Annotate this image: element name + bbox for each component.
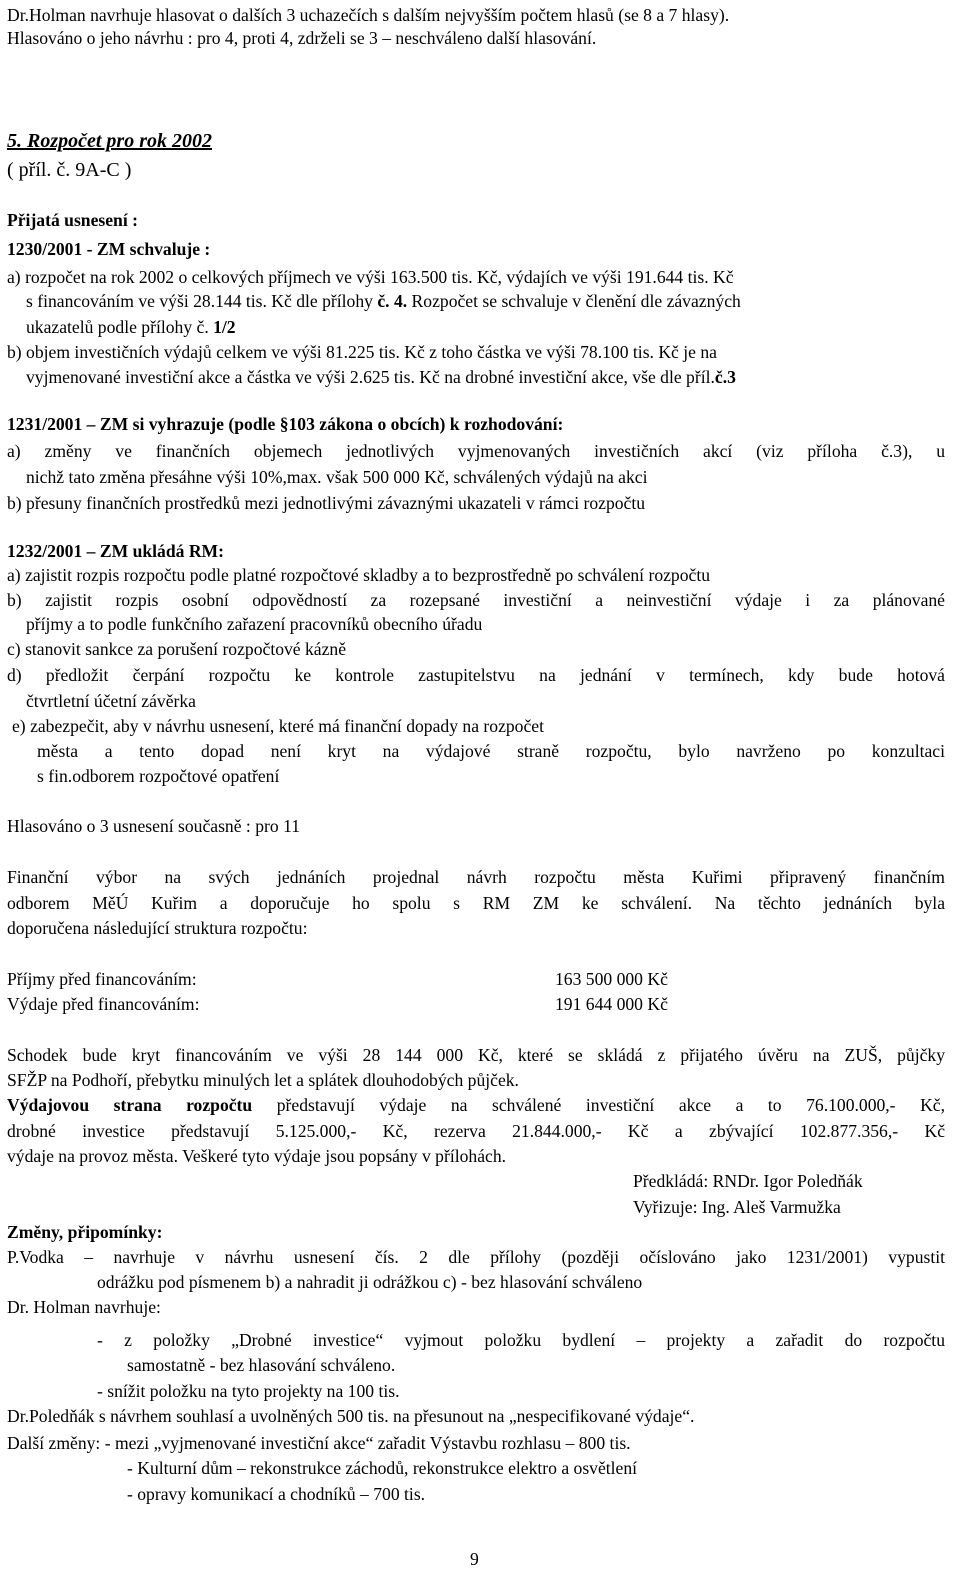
structure-label-income: Příjmy před financováním: bbox=[7, 969, 197, 989]
page-number: 9 bbox=[470, 1549, 479, 1569]
resolution-1232-b-line-1: b) zajistit rozpis osobní odpovědností za rozepsané investiční a neinvestiční výdaje i za plánované bbox=[7, 590, 945, 610]
finance-committee-line-3: doporučena následující struktura rozpočtu: bbox=[7, 918, 308, 938]
resolution-1231-a-line-1: a) změny ve finančních objemech jednotlivých vyjmenovaných investičních akcí (viz příloha č.3), u bbox=[7, 441, 945, 461]
resolution-1232-head: 1232/2001 – ZM ukládá RM: bbox=[7, 541, 225, 561]
changes-polednak: Dr.Poledňák s návrhem souhlasí a uvolněných 500 tis. na přesunout na „nespecifikované výdaje“. bbox=[7, 1406, 695, 1426]
resolution-1231-head: 1231/2001 – ZM si vyhrazuje (podle §103 zákona o obcích) k rozhodování: bbox=[7, 414, 564, 434]
changes-holman-line-3: - snížit položku na tyto projekty na 100 tis. bbox=[97, 1381, 400, 1401]
intro-line-2: Hlasováno o jeho návrhu : pro 4, proti 4, zdrželi se 3 – neschváleno další hlasování. bbox=[7, 28, 597, 48]
section-ref: ( příl. č. 9A-C ) bbox=[7, 159, 132, 181]
resolution-1232-e-line-2: města a tento dopad není kryt na výdajové straně rozpočtu, bylo navrženo po konzultaci bbox=[37, 741, 945, 761]
changes-holman-line-1: - z položky „Drobné investice“ vyjmout položku bydlení – projekty a zařadit do rozpočtu bbox=[97, 1330, 945, 1350]
changes-holman-line-2: samostatně - bez hlasování schváleno. bbox=[127, 1355, 396, 1375]
changes-other-line-1: Další změny: - mezi „vyjmenované investiční akce“ zařadit Výstavbu rozhlasu – 800 tis. bbox=[7, 1433, 631, 1453]
resolution-1232-b-line-2: příjmy a to podle funkčního zařazení pracovníků obecního úřadu bbox=[26, 614, 483, 634]
intro-line-1: Dr.Holman navrhuje hlasovat o dalších 3 uchazečích s dalším nejvyšším počtem hlasů (se 8 a 7 hlasy). bbox=[7, 5, 730, 25]
resolution-1232-c: c) stanovit sankce za porušení rozpočtové kázně bbox=[7, 639, 347, 659]
finance-committee-line-1: Finanční výbor na svých jednáních projednal návrh rozpočtu města Kuřimi připravený finančním bbox=[7, 867, 945, 887]
deficit-line-1: Schodek bude kryt financováním ve výši 28 144 000 Kč, které se skládá z přijatého úvěru na ZUŠ, půjčky bbox=[7, 1045, 945, 1065]
handled-by: Vyřizuje: Ing. Aleš Varmužka bbox=[633, 1197, 841, 1217]
resolution-1230-b-line-2: vyjmenované investiční akce a částka ve výši 2.625 tis. Kč na drobné investiční akce, vše dle příl.č.3 bbox=[26, 367, 736, 387]
resolution-1232-d-line-2: čtvrtletní účetní závěrka bbox=[26, 691, 196, 711]
resolutions-header: Přijatá usnesení : bbox=[7, 210, 138, 230]
changes-vodka-line-1: P.Vodka – navrhuje v návrhu usnesení čís. 2 dle přílohy (později očíslováno jako 1231/2001) vypustit bbox=[7, 1247, 945, 1267]
expenditure-line-3: výdaje na provoz města. Veškeré tyto výdaje jsou popsány v přílohách. bbox=[7, 1146, 507, 1166]
resolution-1232-a: a) zajistit rozpis rozpočtu podle platné rozpočtové skladby a to bezprostředně po schválení rozpočtu bbox=[7, 565, 711, 585]
structure-label-expenses: Výdaje před financováním: bbox=[7, 994, 200, 1014]
deficit-line-2: SFŽP na Podhoří, přebytku minulých let a splátek dlouhodobých půjček. bbox=[7, 1070, 519, 1090]
resolution-1232-d-line-1: d) předložit čerpání rozpočtu ke kontrole zastupitelstvu na jednání v termínech, kdy bude hotová bbox=[7, 665, 945, 685]
submitted-by: Předkládá: RNDr. Igor Poledňák bbox=[633, 1171, 863, 1191]
resolution-1230-a-line-2: s financováním ve výši 28.144 tis. Kč dle přílohy č. 4. Rozpočet se schvaluje v členění dle závazných bbox=[26, 291, 741, 311]
changes-other-line-2: - Kulturní dům – rekonstrukce záchodů, rekonstrukce elektro a osvětlení bbox=[127, 1458, 638, 1478]
section-title: 5. Rozpočet pro rok 2002 bbox=[7, 130, 212, 152]
expenditure-line-1: Výdajovou strana rozpočtu představují výdaje na schválené investiční akce a to 76.100.000,- Kč, bbox=[7, 1095, 945, 1115]
vote-result: Hlasováno o 3 usnesení současně : pro 11 bbox=[7, 816, 301, 836]
resolution-1230-a-line-1: a) rozpočet na rok 2002 o celkových příjmech ve výši 163.500 tis. Kč, výdajích ve výši 191.644 tis. Kč bbox=[7, 267, 734, 287]
changes-vodka-line-2: odrážku pod písmenem b) a nahradit ji odrážkou c) - bez hlasování schváleno bbox=[97, 1272, 643, 1292]
changes-holman-head: Dr. Holman navrhuje: bbox=[7, 1297, 161, 1317]
changes-heading: Změny, připomínky: bbox=[7, 1222, 163, 1242]
structure-value-expenses: 191 644 000 Kč bbox=[555, 994, 668, 1014]
resolution-1230-a-line-3: ukazatelů podle přílohy č. 1/2 bbox=[26, 317, 236, 337]
resolution-1232-e-line-3: s fin.odborem rozpočtové opatření bbox=[37, 766, 280, 786]
resolution-1230-head: 1230/2001 - ZM schvaluje : bbox=[7, 239, 211, 259]
structure-value-income: 163 500 000 Kč bbox=[555, 969, 668, 989]
finance-committee-line-2: odborem MěÚ Kuřim a doporučuje ho spolu s RM ZM ke schválení. Na těchto jednáních byla bbox=[7, 893, 945, 913]
resolution-1230-b-line-1: b) objem investičních výdajů celkem ve výši 81.225 tis. Kč z toho částka ve výši 78.100 tis. Kč je na bbox=[7, 342, 717, 362]
changes-other-line-3: - opravy komunikací a chodníků – 700 tis. bbox=[127, 1484, 426, 1504]
expenditure-line-2: drobné investice představují 5.125.000,- Kč, rezerva 21.844.000,- Kč a zbývající 102.877.356,- Kč bbox=[7, 1121, 945, 1141]
resolution-1231-b: b) přesuny finančních prostředků mezi jednotlivými závaznými ukazateli v rámci rozpočtu bbox=[7, 493, 646, 513]
resolution-1231-a-line-2: nichž tato změna přesáhne výši 10%,max. však 500 000 Kč, schválených výdajů na akci bbox=[26, 467, 648, 487]
resolution-1232-e-line-1: e) zabezpečit, aby v návrhu usnesení, které má finanční dopady na rozpočet bbox=[12, 716, 544, 736]
